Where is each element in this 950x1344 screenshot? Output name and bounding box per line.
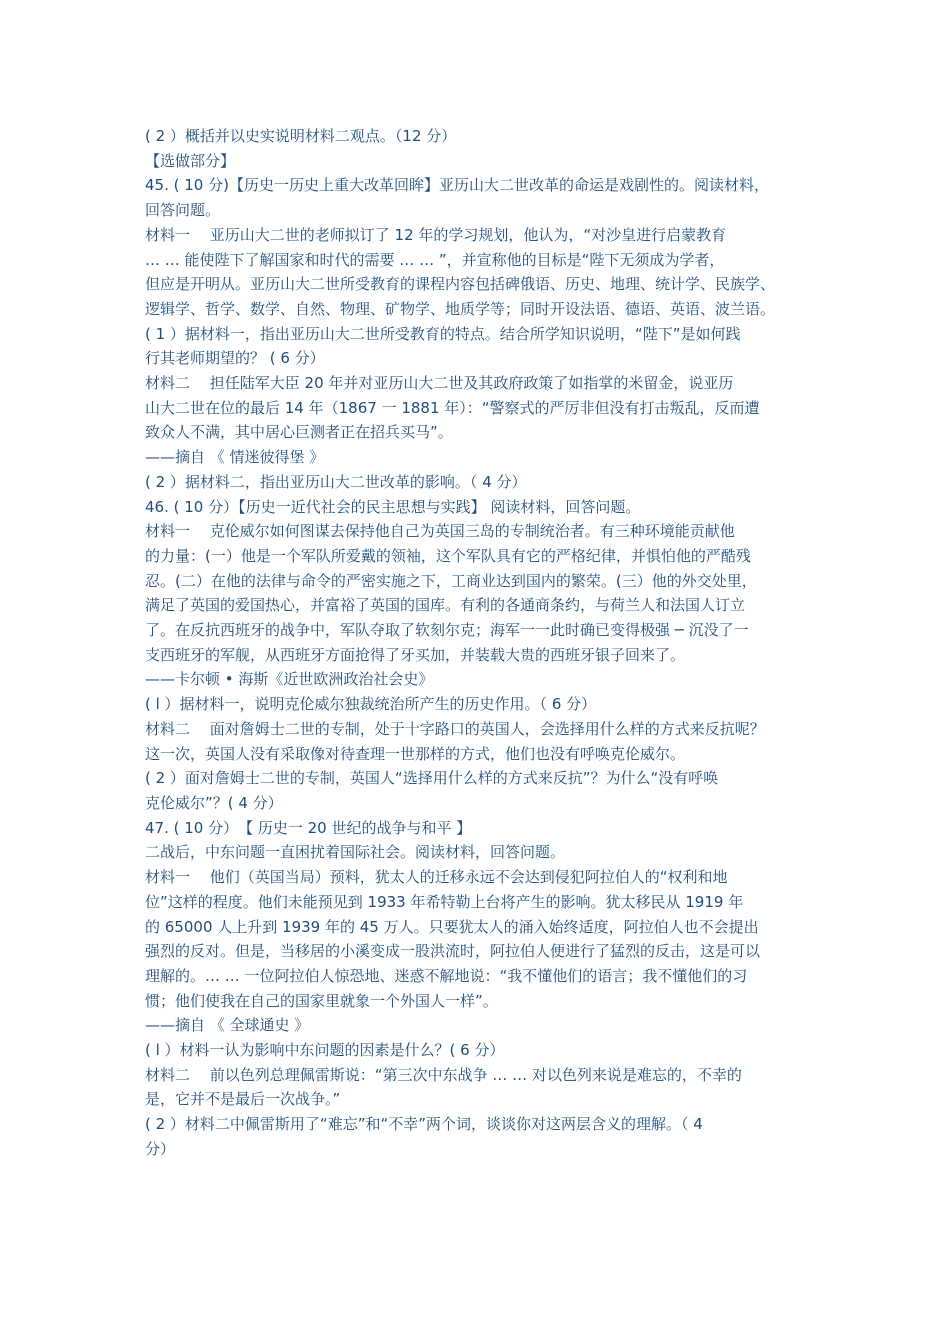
material-text: 的力量：(一）他是一个军队所爱戴的领袖，这个军队具有它的严格纪律，并惧怕他的严酷残 bbox=[145, 546, 751, 565]
source-citation: ——摘自 《 情迷彼得堡 》 bbox=[145, 448, 325, 467]
material-text: 材料二 担任陆军大臣 20 年并对亚历山大二世及其政府政策了如指掌的米留金，说亚历 bbox=[145, 374, 734, 393]
material-text: 致众人不满，其中居心巨测者正在招兵买马”。 bbox=[145, 423, 453, 442]
material-text: 逻辑学、哲学、数学、自然、物理、矿物学、地质学等；同时开设法语、德语、英语、波兰语。 bbox=[145, 299, 776, 318]
source-citation: ——卡尔顿 • 海斯《近世欧洲政治社会史》 bbox=[145, 670, 434, 689]
sub-question: 克伦威尔”？( 4 分） bbox=[145, 793, 283, 812]
material-text: 材料一 亚历山大二世的老师拟订了 12 年的学习规划，他认为，“对沙皇进行启蒙教育 bbox=[145, 225, 727, 244]
material-text: 了。在反抗西班牙的战争中，军队夺取了软刻尔克；海军一一此时确已变得极强 ─ 沉没了一 bbox=[145, 621, 749, 640]
material-text: 的 65000 人上升到 1939 年的 45 万人。只要犹太人的涌入始终适度，阿拉伯人也不会提出 bbox=[145, 917, 759, 936]
source-citation: ——摘自 《 全球通史 》 bbox=[145, 1016, 310, 1035]
material-text: 材料一 克伦威尔如何图谋去保持他自己为英国三岛的专制统治者。有三种环境能贡献他 bbox=[145, 522, 735, 541]
material-text: 这一次，英国人没有采取像对待查理一世那样的方式，他们也没有呼唤克伦威尔。 bbox=[145, 744, 686, 763]
material-text: 忍。(二）在他的法律与命令的严密实施之下，工商业达到国内的繁荣。(三）他的外交处里， bbox=[145, 571, 757, 590]
question-45-heading: 45. ( 10 分)【历史一历史上重大改革回眸】亚历山大二世改革的命运是戏剧性的。阅读材料， bbox=[145, 176, 769, 195]
material-text: 满足了英国的爱国热心，并富裕了英国的国库。有利的各通商条约，与荷兰人和法国人订立 bbox=[145, 596, 746, 615]
material-text: 材料二 面对詹姆士二世的专制，处于十字路口的英国人，会选择用什么样的方式来反抗呢？ bbox=[145, 719, 765, 738]
material-text: 是，它并不是最后一次战争。” bbox=[145, 1090, 341, 1109]
sub-question: 分） bbox=[145, 1139, 176, 1158]
material-text: 强烈的反对。但是，当移居的小溪变成一股洪流时，阿拉伯人便进行了猛烈的反击，这是可以 bbox=[145, 942, 761, 961]
question-47-heading: 47. ( 10 分） 【 历史一 20 世纪的战争与和平 】 bbox=[145, 818, 472, 837]
sub-question: ( 2 ）面对詹姆士二世的专制，英国人“选择用什么样的方式来反抗”？为什么“没有呼唤 bbox=[145, 769, 719, 788]
sub-question: ( l ）据材料一，说明克伦威尔独裁统治所产生的历史作用。（ 6 分） bbox=[145, 695, 597, 714]
material-text: 山大二世在位的最后 14 年（1867 一 1881 年）：“警察式的严厉非但没有打击叛乱，反而遭 bbox=[145, 398, 760, 417]
material-text: 惯；他们使我在自己的国家里就象一个外国人一样”。 bbox=[145, 991, 498, 1010]
text-line: ( 2 ）概括并以史实说明材料二观点。（12 分） bbox=[145, 127, 457, 145]
material-text: 位”这样的程度。他们未能预见到 1933 年希特勒上台将产生的影响。犹太移民从 1919 年 bbox=[145, 892, 744, 911]
document-page bbox=[145, 124, 820, 1162]
text-line: 回答问题。 bbox=[145, 201, 221, 220]
material-text: 但应是开明从。亚历山大二世所受教育的课程内容包括碑俄语、历史、地理、统计学、民族学、 bbox=[145, 275, 776, 294]
material-text: 材料二 前以色列总理佩雷斯说：“第三次中东战争 … … 对以色列来说是难忘的，不幸的 bbox=[145, 1065, 742, 1084]
material-text: … … 能使陛下了解国家和时代的需要 … … ”，并宣称他的目标是“陛下无须成为学者， bbox=[145, 250, 725, 269]
section-heading: 【选做部分】 bbox=[145, 151, 236, 170]
material-text: 理解的。… … 一位阿拉伯人惊恐地、迷惑不解地说：“我不懂他们的语言；我不懂他们的习 bbox=[145, 966, 748, 985]
sub-question: ( l ）材料一认为影响中东问题的因素是什么？( 6 分） bbox=[145, 1041, 505, 1060]
sub-question: ( 2 ）材料二中佩雷斯用了“难忘”和“不幸”两个词，谈谈你对这两层含义的理解。（ 4 bbox=[145, 1115, 703, 1134]
text-line: 二战后，中东问题一直困扰着国际社会。阅读材料，回答问题。 bbox=[145, 843, 566, 862]
sub-question: ( 1 ）据材料一，指出亚历山大二世所受教育的特点。结合所学知识说明，“陛下”是如何践 bbox=[145, 324, 741, 343]
material-text: 材料一 他们（英国当局）预料，犹太人的迁移永远不会达到侵犯阿拉伯人的“权利和地 bbox=[145, 868, 728, 887]
sub-question: ( 2 ）据材料二，指出亚历山大二世改革的影响。（ 4 分） bbox=[145, 472, 527, 491]
sub-question: 行其老师期望的？ ( 6 分） bbox=[145, 349, 325, 368]
question-46-heading: 46. ( 10 分）【历史一近代社会的民主思想与实践】 阅读材料，回答问题。 bbox=[145, 497, 641, 516]
material-text: 支西班牙的军舰，从西班牙方面抢得了牙买加，并装载大贵的西班牙银子回来了。 bbox=[145, 645, 686, 664]
